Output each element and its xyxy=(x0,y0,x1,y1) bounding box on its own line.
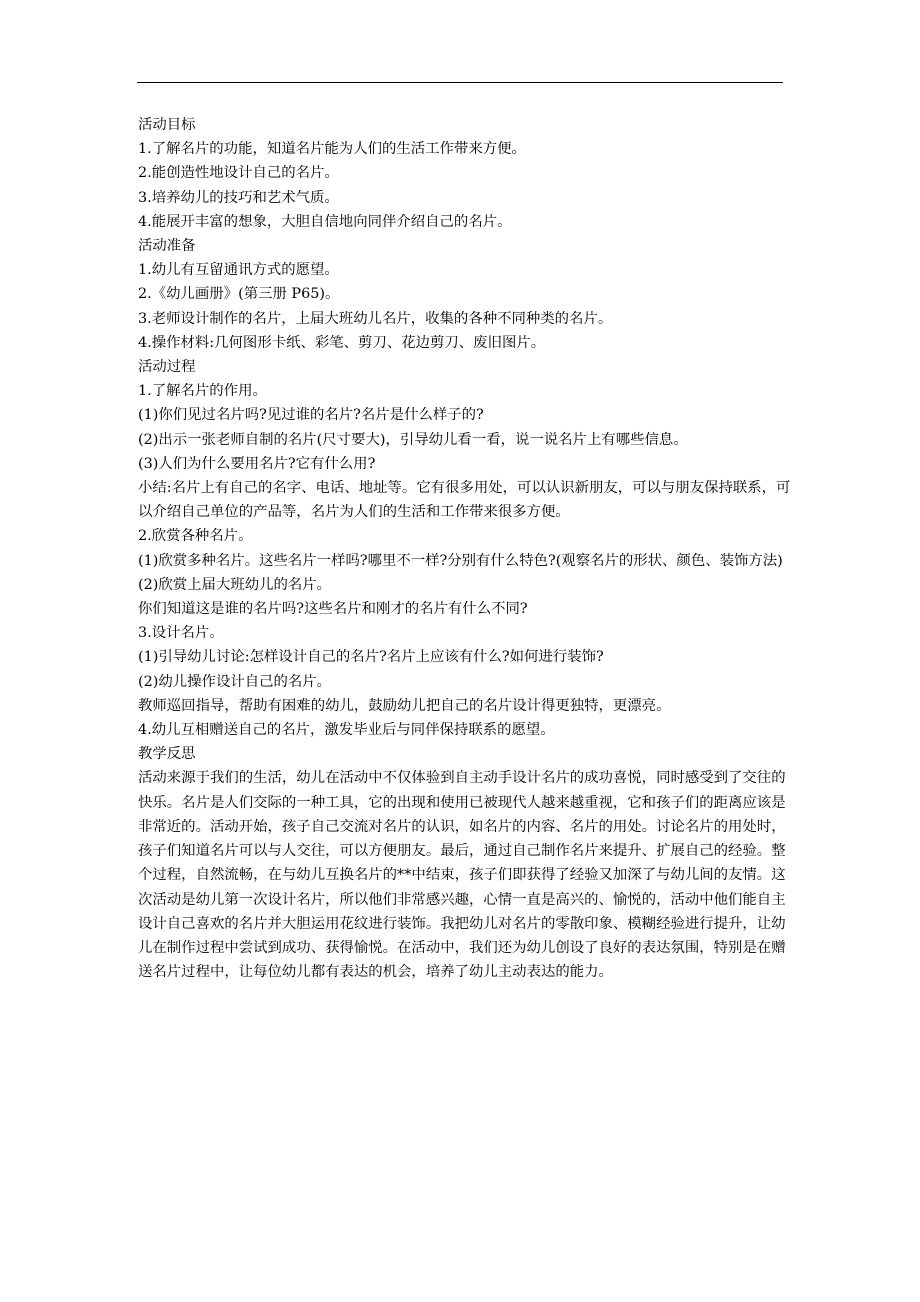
section-heading-process: 活动过程 xyxy=(138,359,196,376)
objective-item-4: 4.能展开丰富的想象，大胆自信地向同伴介绍自己的名片。 xyxy=(138,213,512,230)
header-rule xyxy=(137,82,783,83)
section-heading-preparation: 活动准备 xyxy=(138,238,196,255)
preparation-item-1: 1.幼儿有互留通讯方式的愿望。 xyxy=(138,262,339,279)
section-heading-reflection: 教学反思 xyxy=(138,746,196,763)
document-body xyxy=(138,113,794,984)
section-heading-objectives: 活动目标 xyxy=(138,117,196,133)
objective-item-3: 3.培养幼儿的技巧和艺术气质。 xyxy=(138,189,339,206)
process-step-1-q1: (1)你们见过名片吗?见过谁的名片?名片是什么样子的? xyxy=(138,407,484,424)
preparation-item-2: 2.《幼儿画册》(第三册 P65)。 xyxy=(138,286,340,303)
objective-item-1: 1.了解名片的功能，知道名片能为人们的生活工作带来方便。 xyxy=(138,141,526,158)
process-step-2: 2.欣赏各种名片。 xyxy=(138,528,253,545)
objective-item-2: 2.能创造性地设计自己的名片。 xyxy=(138,165,339,182)
process-step-1-q3: (3)人们为什么要用名片?它有什么用? xyxy=(138,455,376,472)
process-step-3-guidance: 教师巡回指导，帮助有困难的幼儿，鼓励幼儿把自己的名片设计得更独特，更漂亮。 xyxy=(138,697,671,714)
process-step-1-q2: (2)出示一张老师自制的名片(尺寸要大)，引导幼儿看一看，说一说名片上有哪些信息。 xyxy=(138,431,688,448)
process-step-4: 4.幼儿互相赠送自己的名片，激发毕业后与同伴保持联系的愿望。 xyxy=(138,722,555,739)
process-step-3-q1: (1)引导幼儿讨论:怎样设计自己的名片?名片上应该有什么?如何进行装饰? xyxy=(138,649,604,666)
process-step-1: 1.了解名片的作用。 xyxy=(138,383,267,400)
process-step-2-q2: (2)欣赏上届大班幼儿的名片。 xyxy=(138,576,332,593)
process-step-2-q1: (1)欣赏多种名片。这些名片一样吗?哪里不一样?分别有什么特色?(观察名片的形状、颜色、装饰方法) xyxy=(138,552,783,569)
process-step-1-summary: 小结:名片上有自己的名字、电话、地址等。它有很多用处，可以认识新朋友，可以与朋友保持联系，可以介绍自己单位的产品等，名片为人们的生活和工作带来很多方便。 xyxy=(138,480,791,521)
reflection-paragraph: 活动来源于我们的生活，幼儿在活动中不仅体验到自主动手设计名片的成功喜悦，同时感受到了交往的快乐。名片是人们交际的一种工具，它的出现和使用已被现代人越来越重视，它和孩子们的距离应该是非常近的。活动开始，孩子自己交流对名片的认识，如名片的内容、名片的用处。讨论名片的用处时，孩子们知道名片可以与人交往，可以方便朋友。最后，通过自己制作名片来提升、扩展自己的经验。整个过程，自然流畅，在与幼儿互换名片的**中结束，孩子们即获得了经验又加深了与幼儿间的友情。这次活动是幼儿第一次设计名片，所以他们非常感兴趣，心情一直是高兴的、愉悦的，活动中他们能自主设计自己喜欢的名片并大胆运用花纹进行装饰。我把幼儿对名片的零散印象、模糊经验进行提升，让幼儿在制作过程中尝试到成功、获得愉悦。在活动中，我们还为幼儿创设了良好的表达氛围，特别是在赠送名片过程中，让每位幼儿都有表达的机会，培养了幼儿主动表达的能力。 xyxy=(138,770,786,981)
process-step-3: 3.设计名片。 xyxy=(138,625,224,642)
preparation-item-3: 3.老师设计制作的名片，上届大班幼儿名片，收集的各种不同种类的名片。 xyxy=(138,310,613,327)
preparation-item-4: 4.操作材料:几何图形卡纸、彩笔、剪刀、花边剪刀、废旧图片。 xyxy=(138,334,546,351)
process-step-2-question: 你们知道这是谁的名片吗?这些名片和刚才的名片有什么不同? xyxy=(138,601,528,618)
process-step-3-q2: (2)幼儿操作设计自己的名片。 xyxy=(138,673,332,690)
